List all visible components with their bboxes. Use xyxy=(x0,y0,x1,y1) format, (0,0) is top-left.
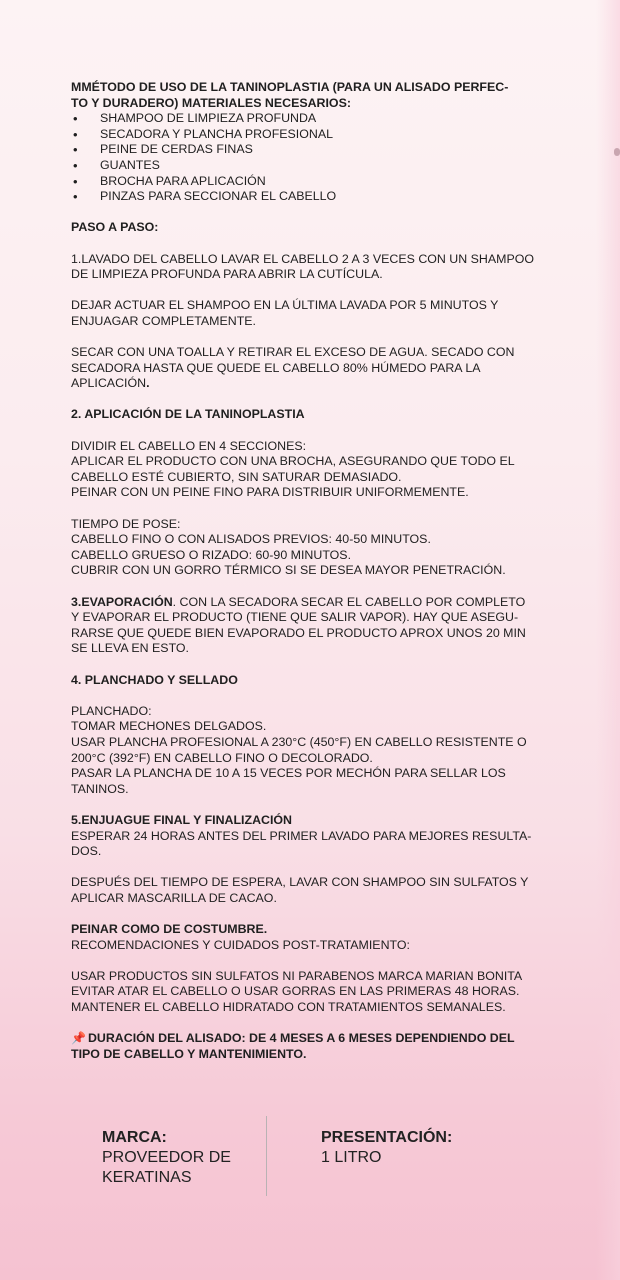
brand-value: KERATINAS xyxy=(102,1169,192,1186)
step2-heading: 2. APLICACIÓN DE LA TANINOPLASTIA xyxy=(71,407,305,422)
recommendations-heading: RECOMENDACIONES Y CUIDADOS POST-TRATAMIENTO: xyxy=(71,937,410,952)
method-heading-line-1: MMÉTODO DE USO DE LA TANINOPLASTIA (PARA UN ALISADO PERFEC- xyxy=(71,80,509,94)
step4-line: PLANCHADO: xyxy=(71,703,152,718)
step5-line: DOS. xyxy=(71,844,102,859)
step2-line: PEINAR CON UN PEINE FINO PARA DISTRIBUIR UNIFORMEMENTE. xyxy=(71,485,469,500)
step4-line: 200°C (392°F) EN CABELLO FINO O DECOLORADO. xyxy=(71,750,373,765)
list-item: • SECADORA Y PLANCHA PROFESIONAL xyxy=(71,127,546,143)
brand-label: MARCA: xyxy=(102,1129,167,1146)
method-heading-line-2: TO Y DURADERO) MATERIALES NECESARIOS: xyxy=(71,95,351,110)
step5-line: DESPUÉS DEL TIEMPO DE ESPERA, LAVAR CON SHAMPOO SIN SULFATOS Y xyxy=(71,875,529,890)
brand-block xyxy=(102,1128,231,1188)
step3-line: SE LLEVA EN ESTO. xyxy=(71,641,189,656)
instructions-document xyxy=(71,80,546,1062)
step5-line: APLICAR MASCARILLA DE CACAO. xyxy=(71,890,277,905)
pushpin-icon: 📌 xyxy=(71,1031,86,1046)
step2-line: CABELLO ESTÉ CUBIERTO, SIN SATURAR DEMASIADO. xyxy=(71,469,402,484)
list-item: • BROCHA PARA APLICACIÓN xyxy=(71,174,546,190)
step1-line xyxy=(71,376,546,392)
materials-list xyxy=(71,111,546,205)
step1-line: SECADORA HASTA QUE QUEDE EL CABELLO 80% HÚMEDO PARA LA xyxy=(71,360,481,375)
step5-line: ESPERAR 24 HORAS ANTES DEL PRIMER LAVADO PARA MEJORES RESULTA- xyxy=(71,828,532,843)
pose-line: CUBRIR CON UN GORRO TÉRMICO SI SE DESEA MAYOR PENETRACIÓN. xyxy=(71,563,506,578)
step4-line: TOMAR MECHONES DELGADOS. xyxy=(71,719,267,734)
duration-line xyxy=(71,1031,546,1047)
step1-line: 1.LAVADO DEL CABELLO LAVAR EL CABELLO 2 A 3 VECES CON UN SHAMPOO xyxy=(71,251,534,266)
step4-line: USAR PLANCHA PROFESIONAL A 230°C (450°F) EN CABELLO RESISTENTE O xyxy=(71,734,527,749)
duration-text: DURACIÓN DEL ALISADO: DE 4 MESES A 6 MESES DEPENDIENDO DEL xyxy=(87,1031,515,1046)
step2-line: DIVIDIR EL CABELLO EN 4 SECCIONES: xyxy=(71,438,307,453)
recommendation-line: EVITAR ATAR EL CABELLO O USAR GORRAS EN LAS PRIMERAS 48 HORAS. xyxy=(71,984,520,999)
step3-line xyxy=(71,595,546,611)
step1-line: SECAR CON UNA TOALLA Y RETIRAR EL EXCESO DE AGUA. SECADO CON xyxy=(71,345,515,360)
step1-line: ENJUAGAR COMPLETAMENTE. xyxy=(71,313,256,328)
edge-mark xyxy=(614,148,620,156)
list-item: • PINZAS PARA SECCIONAR EL CABELLO xyxy=(71,189,546,205)
recommendation-line: MANTENER EL CABELLO HIDRATADO CON TRATAMIENTOS SEMANALES. xyxy=(71,1000,506,1015)
recommendation-line: USAR PRODUCTOS SIN SULFATOS NI PARABENOS MARCA MARIAN BONITA xyxy=(71,968,523,983)
step3-label: 3.EVAPORACIÓN xyxy=(71,594,173,609)
step3-line: Y EVAPORAR EL PRODUCTO (TIENE QUE SALIR VAPOR). HAY QUE ASEGU- xyxy=(71,610,519,625)
step5-heading: 5.ENJUAGUE FINAL Y FINALIZACIÓN xyxy=(71,812,292,827)
step4-heading: 4. PLANCHADO Y SELLADO xyxy=(71,672,238,687)
step-by-step-heading: PASO A PASO: xyxy=(71,220,159,235)
product-footer xyxy=(0,1126,620,1196)
pose-line: CABELLO FINO O CON ALISADOS PREVIOS: 40-50 MINUTOS. xyxy=(71,532,431,547)
list-item: • SHAMPOO DE LIMPIEZA PROFUNDA xyxy=(71,111,546,127)
step1-period: . xyxy=(146,376,150,391)
step4-line: TANINOS. xyxy=(71,781,129,796)
step3-line: RARSE QUE QUEDE BIEN EVAPORADO EL PRODUCTO APROX UNOS 20 MIN xyxy=(71,625,526,640)
step2-line: APLICAR EL PRODUCTO CON UNA BROCHA, ASEGURANDO QUE TODO EL xyxy=(71,454,515,469)
decorative-edge xyxy=(596,0,620,1280)
list-item: • PEINE DE CERDAS FINAS xyxy=(71,142,546,158)
presentation-block xyxy=(321,1128,452,1168)
step1-line: DEJAR ACTUAR EL SHAMPOO EN LA ÚLTIMA LAVADA POR 5 MINUTOS Y xyxy=(71,298,499,313)
duration-line: TIPO DE CABELLO Y MANTENIMIENTO. xyxy=(71,1046,307,1061)
list-item: • GUANTES xyxy=(71,158,546,174)
step4-line: PASAR LA PLANCHA DE 10 A 15 VECES POR MECHÓN PARA SELLAR LOS xyxy=(71,766,506,781)
footer-divider xyxy=(266,1116,267,1196)
step1-text: APLICACIÓN xyxy=(71,376,147,391)
peinar-heading: PEINAR COMO DE COSTUMBRE. xyxy=(71,922,268,937)
pose-line: TIEMPO DE POSE: xyxy=(71,516,181,531)
step1-line: DE LIMPIEZA PROFUNDA PARA ABRIR LA CUTÍCULA. xyxy=(71,267,383,282)
brand-value: PROVEEDOR DE xyxy=(102,1149,231,1166)
pose-line: CABELLO GRUESO O RIZADO: 60-90 MINUTOS. xyxy=(71,547,352,562)
presentation-value: 1 LITRO xyxy=(321,1149,382,1166)
step3-text: . CON LA SECADORA SECAR EL CABELLO POR COMPLETO xyxy=(172,594,526,609)
presentation-label: PRESENTACIÓN: xyxy=(321,1129,453,1146)
